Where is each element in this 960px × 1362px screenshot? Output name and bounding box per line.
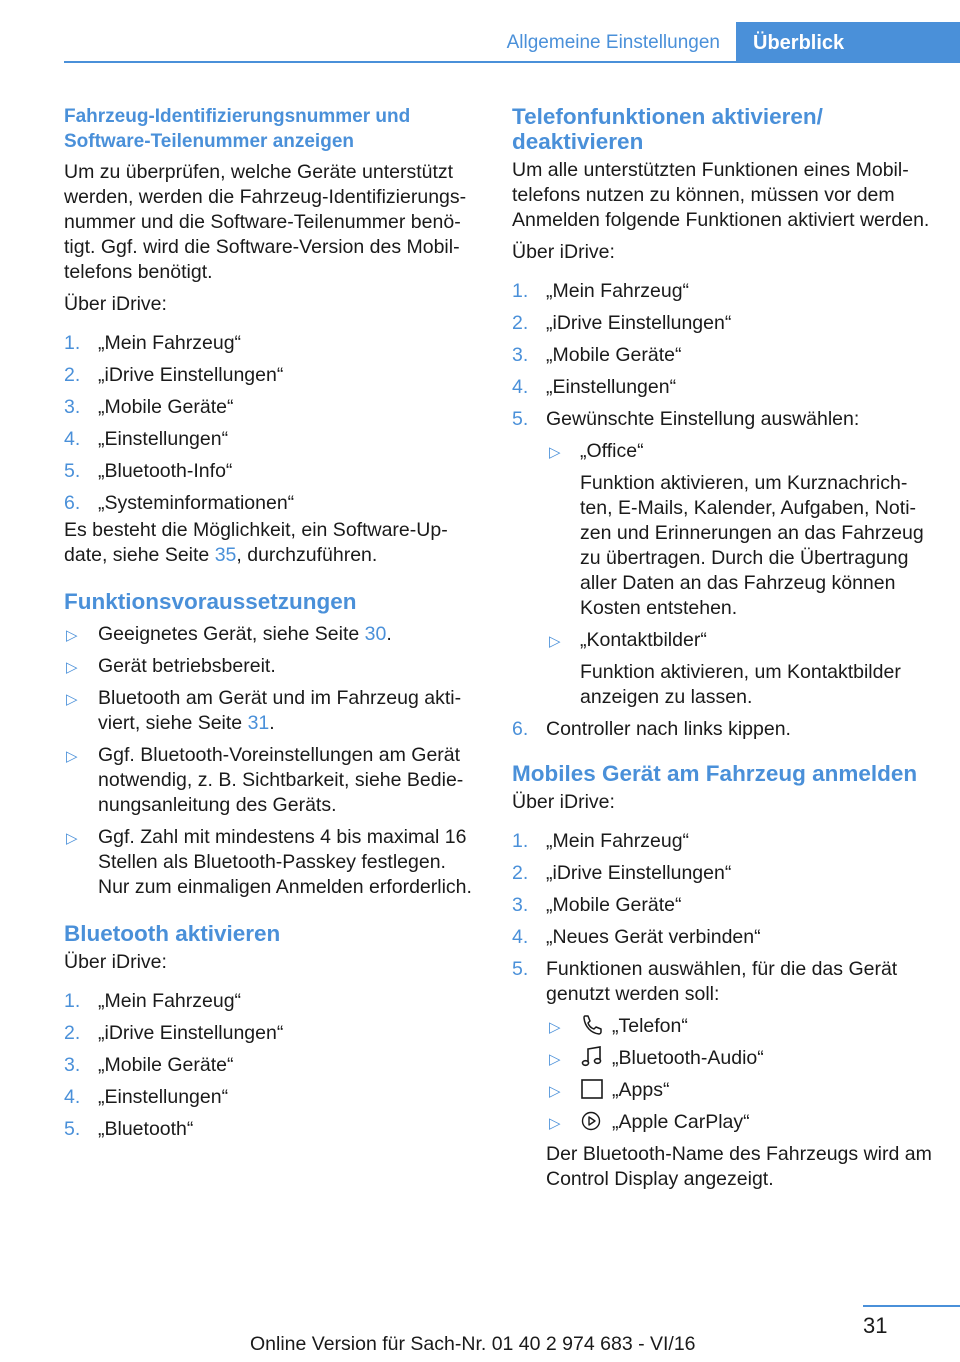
tel-idrive-label: Über iDrive:: [512, 241, 615, 263]
vin-text: Um zu überprüfen, welche Geräte unterstützt werden, werden die Fahrzeug-Identifizierungsnummer und die Software-Teilenummer benötigt. Ggf. wird die Software-Version des Mobiltelefons benötigt.: [64, 161, 467, 283]
list-item: [64, 427, 480, 452]
list-item: [546, 439, 932, 621]
function-name: „Bluetooth-Audio“: [612, 1047, 764, 1069]
running-header-section: Allgemeine Einstellungen: [506, 32, 720, 53]
list-item: [512, 893, 932, 918]
list-item: [64, 1117, 480, 1142]
page-link-35[interactable]: 35: [214, 544, 237, 566]
update-text: [64, 518, 480, 568]
list-item: [64, 622, 480, 647]
list-item: [546, 1110, 932, 1135]
carplay-play-icon: [580, 1110, 604, 1132]
item-text: Bluetooth am Gerät und im Fahrzeug aktiviert, siehe Seite: [98, 687, 462, 734]
step-number: 6.: [512, 718, 529, 740]
step-text: „Mobile Geräte“: [546, 344, 682, 366]
tel-text: Um alle unterstützten Funktionen eines Mobiltelefons nutzen zu können, müssen vor dem Anmelden folgende Funktionen aktiviert werden.: [512, 159, 930, 231]
item-text: Ggf. Bluetooth-Voreinstellungen am Gerät notwendig, z. B. Sichtbarkeit, siehe Bedienungsanleitung des Geräts.: [98, 744, 464, 816]
update-text-post: , durchzuführen.: [236, 544, 378, 566]
triangle-bullet-icon: ▷: [549, 1051, 561, 1068]
step-number: 5.: [64, 1118, 81, 1140]
list-item: [64, 686, 480, 736]
step-number: 5.: [64, 460, 81, 482]
triangle-bullet-icon: ▷: [66, 627, 78, 644]
list-item: [512, 957, 932, 1192]
step-number: 4.: [64, 1086, 81, 1108]
step-text: „Einstellungen“: [98, 1086, 229, 1108]
footer-rule: [863, 1305, 960, 1307]
tel-options-list: [546, 439, 932, 710]
requirements-list: [64, 622, 480, 900]
list-item: [64, 989, 480, 1014]
list-item: [64, 825, 480, 900]
step-number: 3.: [64, 396, 81, 418]
bluetooth-name-note: Der Bluetooth-Name des Fahrzeugs wird am Control Display angezeigt.: [546, 1143, 932, 1190]
list-item: [64, 743, 480, 818]
step-text: „Einstellungen“: [546, 376, 677, 398]
item-text: Geeignetes Gerät, siehe Seite: [98, 623, 365, 645]
list-item: [512, 829, 932, 854]
list-item: [64, 1085, 480, 1110]
step-text: „iDrive Einstellungen“: [98, 364, 284, 386]
vin-idrive-label: Über iDrive:: [64, 293, 167, 315]
option-name: „Office“: [580, 440, 644, 462]
list-item: [64, 1021, 480, 1046]
step-text: „Systeminformationen“: [98, 492, 295, 514]
page-link-30[interactable]: 30: [364, 623, 387, 645]
function-name: „Telefon“: [612, 1015, 688, 1037]
vin-heading: Fahrzeug-Identifizierungsnummer und Software-Teilenummer anzeigen: [64, 106, 411, 152]
bt-steps-list: [64, 989, 480, 1142]
triangle-bullet-icon: ▷: [549, 444, 561, 461]
triangle-bullet-icon: ▷: [66, 830, 78, 847]
step-number: 1.: [512, 830, 529, 852]
step-number: 3.: [512, 894, 529, 916]
step-text: „Neues Gerät verbinden“: [546, 926, 761, 948]
step-text: „Mein Fahrzeug“: [98, 990, 242, 1012]
step-number: 4.: [512, 926, 529, 948]
step-text: „Mobile Geräte“: [98, 396, 234, 418]
step-number: 4.: [64, 428, 81, 450]
step-number: 1.: [64, 332, 81, 354]
telephone-functions-heading: Telefonfunktionen aktivieren/ deaktivieren: [512, 104, 823, 154]
option-description: Funktion aktivieren, um Kontaktbilder anzeigen zu lassen.: [580, 661, 901, 708]
step-text: Controller nach links kippen.: [546, 718, 791, 740]
item-text-post: .: [269, 712, 275, 734]
running-header-tab: Überblick: [736, 22, 960, 62]
step-text: „Einstellungen“: [98, 428, 229, 450]
step-number: 3.: [64, 1054, 81, 1076]
header-rule: [64, 61, 960, 63]
step-text: „Bluetooth-Info“: [98, 460, 233, 482]
list-item: [546, 1046, 932, 1071]
list-item: [512, 861, 932, 886]
triangle-bullet-icon: ▷: [549, 633, 561, 650]
right-column: [512, 104, 932, 1199]
step-number: 3.: [512, 344, 529, 366]
list-item: [546, 1014, 932, 1039]
option-name: „Kontaktbilder“: [580, 629, 707, 651]
left-column: [64, 104, 480, 1149]
list-item: [512, 407, 932, 710]
step-text: „iDrive Einstellungen“: [98, 1022, 284, 1044]
step-number: 5.: [512, 408, 529, 430]
list-item: [512, 375, 932, 400]
requirements-heading: Funktionsvoraussetzungen: [64, 589, 357, 614]
online-version-footer: Online Version für Sach-Nr. 01 40 2 974 683 - VI/16: [250, 1333, 696, 1355]
step-text: Funktionen auswählen, für die das Gerät genutzt werden soll:: [546, 958, 898, 1005]
item-text: Gerät betriebsbereit.: [98, 655, 276, 677]
reg-functions-list: [546, 1014, 932, 1135]
step-number: 2.: [512, 312, 529, 334]
triangle-bullet-icon: ▷: [549, 1115, 561, 1132]
triangle-bullet-icon: ▷: [66, 691, 78, 708]
reg-steps-list: [512, 829, 932, 1192]
list-item: [64, 363, 480, 388]
step-number: 5.: [512, 958, 529, 980]
tel-steps-list: [512, 279, 932, 742]
triangle-bullet-icon: ▷: [549, 1083, 561, 1100]
step-number: 2.: [64, 1022, 81, 1044]
list-item: [64, 395, 480, 420]
item-text-post: .: [386, 623, 392, 645]
step-text: „Mobile Geräte“: [546, 894, 682, 916]
bt-idrive-label: Über iDrive:: [64, 951, 167, 973]
option-description: Funktion aktivieren, um Kurznachrichten, E-Mails, Kalender, Aufgaben, Notizen und Erinnerungen an das Fahrzeug zu übertragen. Durch die Übertragung aller Daten an das Fahrzeug können Kosten entstehen.: [580, 472, 924, 619]
function-name: „Apple CarPlay“: [612, 1111, 750, 1133]
step-number: 4.: [512, 376, 529, 398]
step-number: 2.: [64, 364, 81, 386]
step-text: „iDrive Einstellungen“: [546, 862, 732, 884]
step-text: „iDrive Einstellungen“: [546, 312, 732, 334]
list-item: [512, 925, 932, 950]
step-text: „Mein Fahrzeug“: [98, 332, 242, 354]
step-number: 2.: [512, 862, 529, 884]
apps-square-icon: [580, 1078, 604, 1100]
list-item: [512, 717, 932, 742]
step-text: „Mein Fahrzeug“: [546, 280, 690, 302]
step-text: Gewünschte Einstellung auswählen:: [546, 408, 860, 430]
list-item: [64, 459, 480, 484]
step-text: „Mein Fahrzeug“: [546, 830, 690, 852]
list-item: [64, 491, 480, 516]
list-item: [64, 331, 480, 356]
step-number: 1.: [512, 280, 529, 302]
register-device-heading: Mobiles Gerät am Fahrzeug anmelden: [512, 761, 918, 786]
triangle-bullet-icon: ▷: [66, 659, 78, 676]
step-number: 1.: [64, 990, 81, 1012]
bluetooth-heading: Bluetooth aktivieren: [64, 921, 281, 946]
list-item: [512, 279, 932, 304]
function-name: „Apps“: [612, 1079, 670, 1101]
list-item: [64, 1053, 480, 1078]
reg-idrive-label: Über iDrive:: [512, 791, 615, 813]
step-text: „Bluetooth“: [98, 1118, 194, 1140]
step-number: 6.: [64, 492, 81, 514]
phone-icon: [580, 1014, 604, 1036]
page-number: 31: [863, 1313, 888, 1338]
music-note-icon: [580, 1046, 604, 1068]
item-text: Ggf. Zahl mit mindestens 4 bis maximal 16 Stellen als Bluetooth-Passkey festlegen. Nur zum einmaligen Anmelden erforderlich.: [98, 826, 472, 898]
vin-steps-list: [64, 331, 480, 516]
page-link-31[interactable]: 31: [247, 712, 270, 734]
triangle-bullet-icon: ▷: [549, 1019, 561, 1036]
list-item: [512, 343, 932, 368]
list-item: [546, 628, 932, 710]
list-item: [546, 1078, 932, 1103]
list-item: [64, 654, 480, 679]
update-text-pre: Es besteht die Möglichkeit, ein Software-Update, siehe Seite: [64, 519, 448, 566]
triangle-bullet-icon: ▷: [66, 748, 78, 765]
step-text: „Mobile Geräte“: [98, 1054, 234, 1076]
list-item: [512, 311, 932, 336]
